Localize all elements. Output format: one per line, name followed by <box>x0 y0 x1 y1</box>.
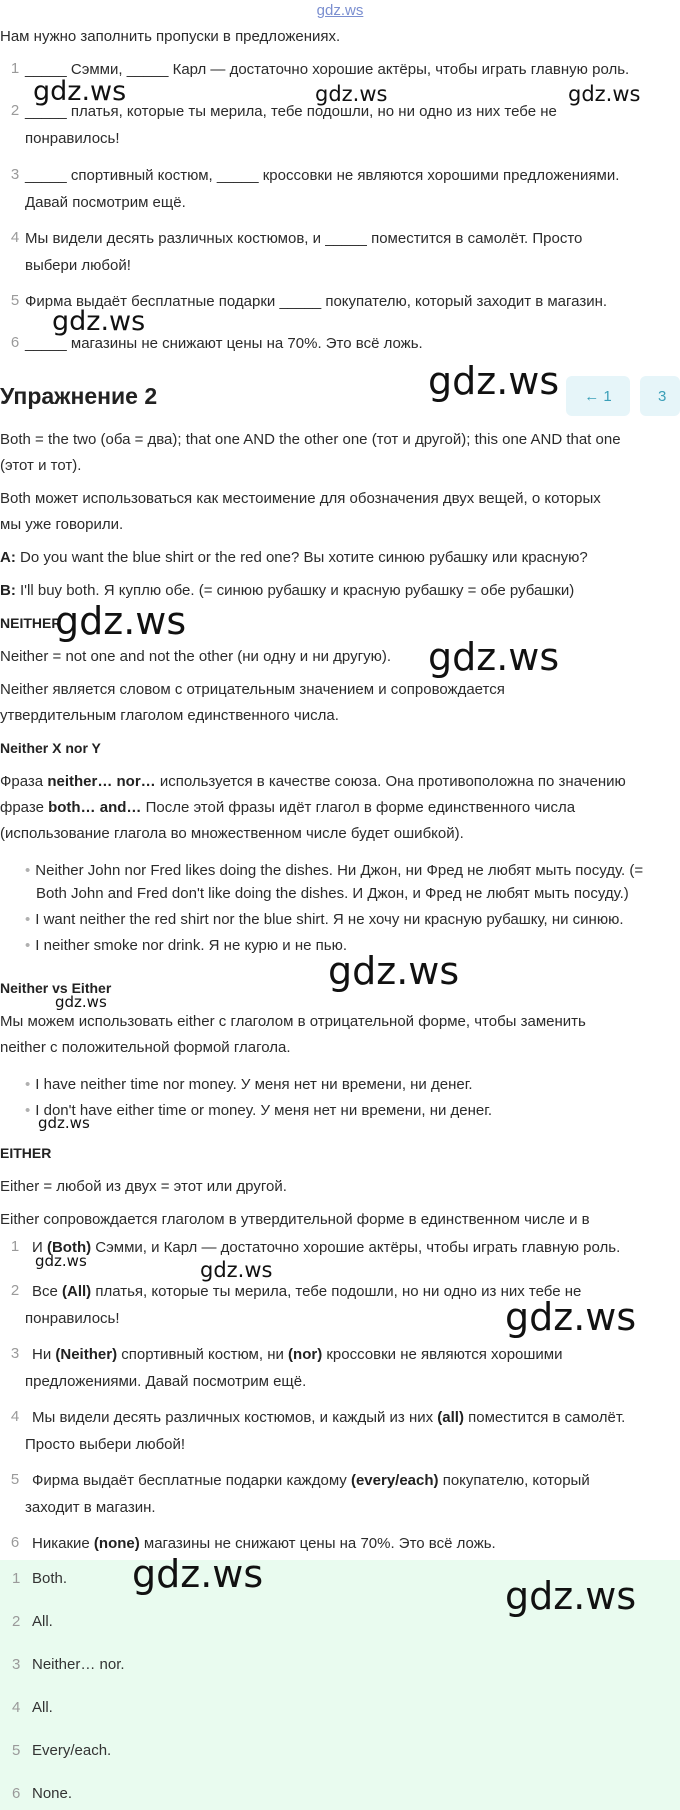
prev-exercise-button[interactable]: ← 1 <box>566 376 630 416</box>
example-text: Do you want the blue shirt or the red one? Вы хотите синюю рубашку или красную? <box>15 549 588 566</box>
answer-word: (nor) <box>288 1346 323 1363</box>
task-text: Мы видели десять различных костюмов, и _____ поместится в самолёт. Просто <box>25 230 583 247</box>
text: Сэмми, и Карл — достаточно хорошие актёры, чтобы играть главную роль. <box>91 1239 621 1256</box>
solution-number: 4 <box>10 1408 20 1425</box>
text: магазины не снижают цены на 70%. Это всё ложь. <box>139 1535 496 1552</box>
solution-number: 6 <box>10 1534 20 1551</box>
both-definition: (этот и тот). <box>0 457 82 474</box>
answer-text: Both. <box>32 1570 68 1587</box>
nve-text: neither с положительной формой глагола. <box>0 1039 291 1056</box>
either-heading: EITHER <box>0 1145 52 1161</box>
bullet-text: I want neither the red shirt nor the blue shirt. Я не хочу ни красную рубашку, ни синюю. <box>35 911 624 928</box>
answer-number: 2 <box>12 1613 21 1630</box>
bullet-icon: • <box>25 1076 31 1093</box>
text: Ни <box>32 1346 56 1363</box>
watermark: gdz.ws <box>52 306 146 337</box>
neither-heading: NEITHER <box>0 615 62 631</box>
answer-text: Every/each. <box>32 1742 112 1759</box>
text: поместится в самолёт. <box>463 1409 626 1426</box>
emphasis: neither… nor… <box>47 773 156 790</box>
text: Никакие <box>32 1535 94 1552</box>
answer-number: 5 <box>12 1742 21 1759</box>
watermark: gdz.ws <box>55 993 107 1011</box>
example-bullet <box>25 1101 492 1121</box>
task-text: понравилось! <box>25 130 120 147</box>
task-number: 4 <box>10 229 20 246</box>
solution-text <box>32 1282 581 1302</box>
bullet-icon: • <box>25 937 31 954</box>
task-text: Фирма выдаёт бесплатные подарки _____ покупателю, который заходит в магазин. <box>25 293 608 310</box>
either-usage: Either сопровождается глаголом в утвердительной форме в единственном числе и в <box>0 1211 590 1228</box>
answer-number: 1 <box>12 1570 21 1587</box>
answer-text: All. <box>32 1613 53 1630</box>
watermark: gdz.ws <box>428 635 560 679</box>
watermark: gdz.ws <box>35 1252 87 1270</box>
bullet-icon: • <box>25 911 31 928</box>
speaker-label: B: <box>0 582 16 599</box>
example-text: I'll buy both. Я куплю обе. (= синюю рубашку и красную рубашку = обе рубашки) <box>15 582 575 599</box>
neither-nor-text <box>0 798 575 818</box>
solution-text <box>32 1471 590 1491</box>
solution-text: предложениями. Давай посмотрим ещё. <box>25 1373 307 1390</box>
example-bullet <box>25 861 643 881</box>
text: кроссовки не являются хорошими <box>322 1346 563 1363</box>
emphasis: both… and… <box>48 799 142 816</box>
answer-word: (Both) <box>46 1239 92 1256</box>
task-text: выбери любой! <box>25 257 131 274</box>
example-bullet <box>25 1075 473 1095</box>
neither-nor-text <box>0 772 626 792</box>
answer-number: 6 <box>12 1785 21 1802</box>
watermark: gdz.ws <box>505 1295 637 1339</box>
answer-text: All. <box>32 1699 53 1716</box>
answer-number: 4 <box>12 1699 21 1716</box>
text: После этой фразы идёт глагол в форме единственного числа <box>141 799 576 816</box>
solution-text: Просто выбери любой! <box>25 1436 186 1453</box>
watermark: gdz.ws <box>33 76 127 107</box>
watermark: gdz.ws <box>200 1258 273 1282</box>
speaker-label: A: <box>0 549 16 566</box>
answer-word: (every/each) <box>350 1472 439 1489</box>
watermark: gdz.ws <box>38 1114 90 1132</box>
next-exercise-button[interactable]: 3 <box>640 376 680 416</box>
text: Все <box>32 1283 63 1300</box>
text: И <box>32 1239 47 1256</box>
watermark: gdz.ws <box>315 82 388 106</box>
text: спортивный костюм, ни <box>117 1346 289 1363</box>
text: Фирма выдаёт бесплатные подарки каждому <box>32 1472 351 1489</box>
task-number: 5 <box>10 292 20 309</box>
both-usage: Both может использоваться как местоимение для обозначения двух вещей, о которых <box>0 490 601 507</box>
neither-nor-heading: Neither X nor Y <box>0 740 101 756</box>
text: платья, которые ты мерила, тебе подошли, но ни одно из них тебе не <box>91 1283 582 1300</box>
text: фразе <box>0 799 49 816</box>
bullet-text: I neither smoke nor drink. Я не курю и не пью. <box>35 937 347 954</box>
task-text: _____ платья, которые ты мерила, тебе подошли, но ни одно из них тебе не <box>25 103 557 120</box>
watermark: gdz.ws <box>505 1574 637 1618</box>
answer-text: Neither… nor. <box>32 1656 125 1673</box>
task-text: Давай посмотрим ещё. <box>25 194 186 211</box>
task-text: _____ магазины не снижают цены на 70%. Это всё ложь. <box>25 335 423 352</box>
solution-text: заходит в магазин. <box>25 1499 156 1516</box>
task-number: 3 <box>10 166 20 183</box>
solution-text <box>32 1408 625 1428</box>
both-usage: мы уже говорили. <box>0 516 124 533</box>
solution-number: 5 <box>10 1471 20 1488</box>
example-bullet <box>25 910 624 930</box>
text: используется в качестве союза. Она противоположна по значению <box>155 773 626 790</box>
text: покупателю, который <box>438 1472 590 1489</box>
watermark: gdz.ws <box>428 359 560 403</box>
both-definition: Both = the two (оба = два); that one AND the other one (тот и другой); this one AND that one <box>0 431 621 448</box>
example-a <box>0 548 588 568</box>
example-bullet-cont: Both John and Fred don't like doing the dishes. И Джон, и Фред не любят мыть посуду.) <box>36 885 629 902</box>
solution-number: 1 <box>10 1238 20 1255</box>
neither-usage: утвердительным глаголом единственного числа. <box>0 707 339 724</box>
either-definition: Either = любой из двух = этот или другой. <box>0 1178 287 1195</box>
solution-text <box>32 1238 620 1258</box>
answer-word: (all) <box>437 1409 464 1426</box>
text: Мы видели десять различных костюмов, и каждый из них <box>32 1409 438 1426</box>
bullet-text: I don't have either time or money. У меня нет ни времени, ни денег. <box>35 1102 493 1119</box>
solution-number: 3 <box>10 1345 20 1362</box>
task-text: _____ спортивный костюм, _____ кроссовки не являются хорошими предложениями. <box>25 167 620 184</box>
task-number: 6 <box>10 334 20 351</box>
solution-text <box>32 1534 496 1554</box>
answer-word: (All) <box>62 1283 92 1300</box>
nve-text: Мы можем использовать either с глаголом в отрицательной форме, чтобы заменить <box>0 1013 586 1030</box>
watermark: gdz.ws <box>568 82 641 106</box>
solution-text: понравилось! <box>25 1310 120 1327</box>
neither-definition: Neither = not one and not the other (ни одну и ни другую). <box>0 648 391 665</box>
neither-vs-either-heading: Neither vs Either <box>0 980 112 996</box>
example-bullet <box>25 936 347 956</box>
task-number: 1 <box>10 60 20 77</box>
task-intro: Нам нужно заполнить пропуски в предложениях. <box>0 28 341 45</box>
task-number: 2 <box>10 102 20 119</box>
site-logo-link[interactable]: gdz.ws <box>316 2 364 19</box>
text: Фраза <box>0 773 48 790</box>
answer-number: 3 <box>12 1656 21 1673</box>
answer-word: (Neither) <box>55 1346 118 1363</box>
watermark: gdz.ws <box>55 599 187 643</box>
task-text: _____ Сэмми, _____ Карл — достаточно хорошие актёры, чтобы играть главную роль. <box>25 61 630 78</box>
watermark: gdz.ws <box>328 949 460 993</box>
neither-nor-text: (использование глагола во множественном числе будет ошибкой). <box>0 825 464 842</box>
example-b <box>0 581 574 601</box>
answer-word: (none) <box>93 1535 140 1552</box>
solution-number: 2 <box>10 1282 20 1299</box>
answer-text: None. <box>32 1785 73 1802</box>
bullet-text: Neither John nor Fred likes doing the dishes. Ни Джон, ни Фред не любят мыть посуду. (= <box>35 862 644 879</box>
exercise-title: Упражнение 2 <box>0 383 158 409</box>
neither-usage: Neither является словом с отрицательным значением и сопровождается <box>0 681 505 698</box>
watermark: gdz.ws <box>132 1552 264 1596</box>
bullet-icon: • <box>25 862 31 879</box>
bullet-text: I have neither time nor money. У меня нет ни времени, ни денег. <box>35 1076 473 1093</box>
bullet-icon: • <box>25 1102 31 1119</box>
solution-text <box>32 1345 563 1365</box>
